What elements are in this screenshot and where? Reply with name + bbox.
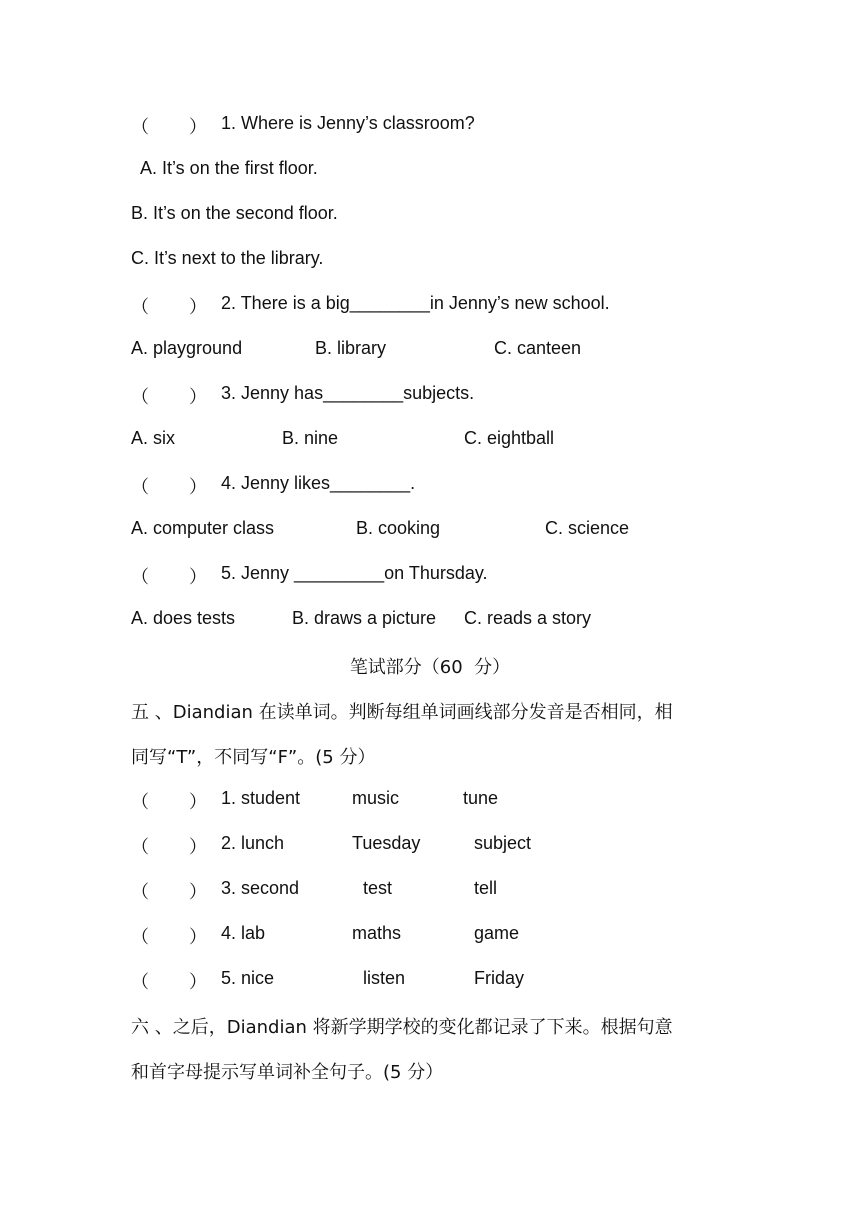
word-row-3-word-1: 3. second [221, 878, 300, 898]
q2-option-b: B. library [315, 338, 387, 358]
section-6-instruction: 六 、之后，Diandian 将新学期学校的变化都记录了下来。根据句意 [131, 1017, 673, 1038]
answer-bracket: （ ） [131, 477, 208, 497]
word-row-2-word-1: 2. lunch [221, 833, 285, 853]
section-5-instruction: 五 、Diandian 在读单词。判断每组单词画线部分发音是否相同，相 [131, 702, 673, 723]
q1-option-c: C. It’s next to the library. [131, 248, 324, 268]
word-row-5-word-2: listen [363, 968, 406, 988]
answer-bracket: （ ） [131, 387, 208, 407]
word-row-5-word-3: Friday [474, 968, 525, 988]
word-row-3-word-3: tell [474, 878, 498, 898]
word-row-3-word-2: test [363, 878, 393, 898]
word-row-5-word-1: 5. nice [221, 968, 275, 988]
q2-option-a: A. playground [131, 338, 243, 358]
answer-bracket: （ ） [131, 972, 208, 992]
answer-bracket: （ ） [131, 117, 208, 137]
word-row-1-word-1: 1. student [221, 788, 301, 808]
word-row-1-word-3: tune [463, 788, 499, 808]
question-1-stem: 1. Where is Jenny’s classroom? [221, 113, 475, 133]
word-row-2-word-3: subject [474, 833, 532, 853]
word-row-4-word-3: game [474, 923, 520, 943]
question-4-stem: 4. Jenny likes________. [221, 473, 416, 493]
answer-bracket: （ ） [131, 567, 208, 587]
answer-bracket: （ ） [131, 297, 208, 317]
written-section-header: 笔试部分（60 分） [349, 657, 511, 678]
q3-option-a: A. six [131, 428, 176, 448]
section-6-instruction-cont: 和首字母提示写单词补全句子。(5 分） [131, 1062, 444, 1083]
answer-bracket: （ ） [131, 882, 208, 902]
answer-bracket: （ ） [131, 837, 208, 857]
word-row-2-word-2: Tuesday [352, 833, 421, 853]
q4-option-b: B. cooking [356, 518, 441, 538]
q5-option-b: B. draws a picture [292, 608, 437, 628]
q4-option-c: C. science [545, 518, 630, 538]
word-row-4-word-1: 4. lab [221, 923, 266, 943]
question-2-stem: 2. There is a big________in Jenny’s new school. [221, 293, 610, 313]
word-row-1-word-2: music [352, 788, 400, 808]
section-5-instruction-cont: 同写“T”，不同写“F”。(5 分） [131, 747, 376, 768]
q2-option-c: C. canteen [494, 338, 582, 358]
q3-option-c: C. eightball [464, 428, 555, 448]
q5-option-a: A. does tests [131, 608, 236, 628]
q5-option-c: C. reads a story [464, 608, 592, 628]
answer-bracket: （ ） [131, 792, 208, 812]
word-row-4-word-2: maths [352, 923, 402, 943]
q1-option-a: A. It’s on the first floor. [140, 158, 318, 178]
answer-bracket: （ ） [131, 927, 208, 947]
question-3-stem: 3. Jenny has________subjects. [221, 383, 475, 403]
q3-option-b: B. nine [282, 428, 339, 448]
q1-option-b: B. It’s on the second floor. [131, 203, 338, 223]
question-5-stem: 5. Jenny _________on Thursday. [221, 563, 488, 583]
q4-option-a: A. computer class [131, 518, 275, 538]
